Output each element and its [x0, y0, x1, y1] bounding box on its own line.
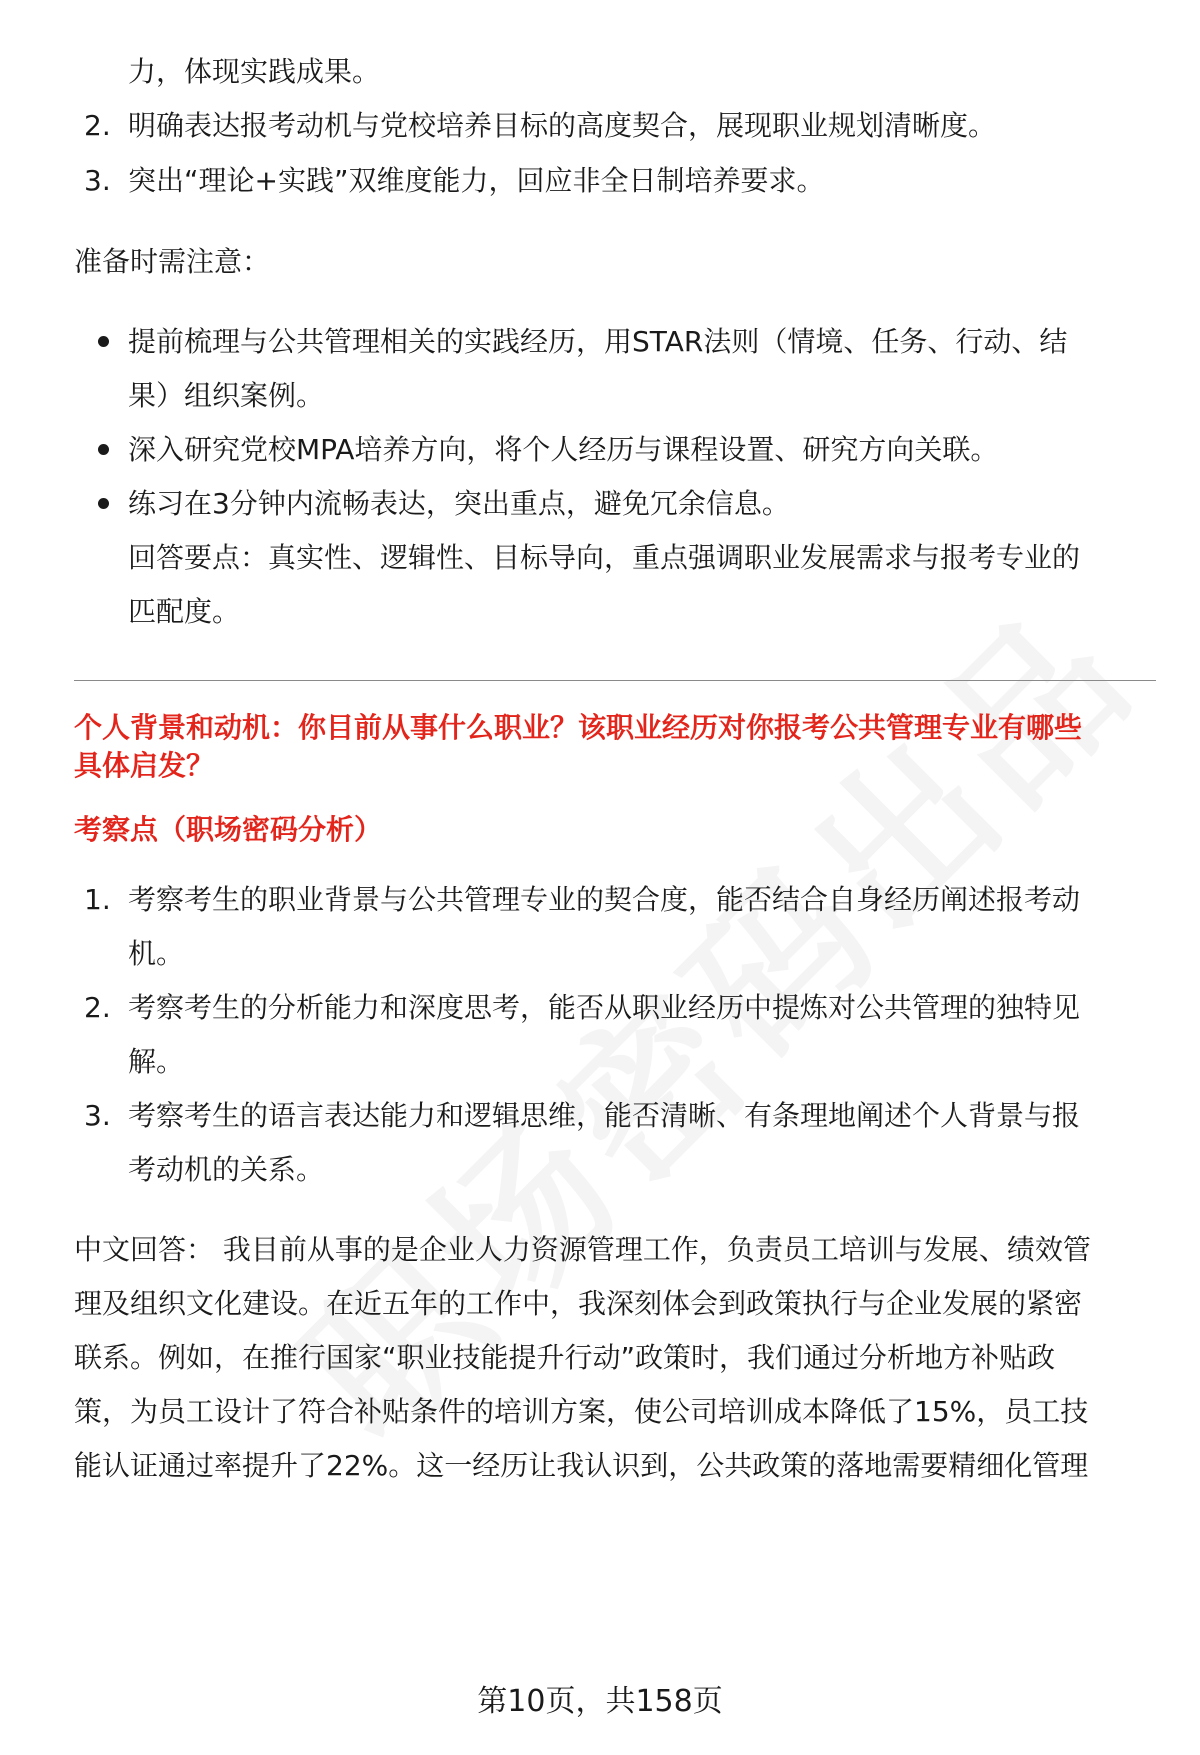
list-number: 3. — [84, 1099, 111, 1132]
list-item-text: 突出“理论+实践”双维度能力，回应非全日制培养要求。 — [128, 164, 825, 197]
continuation-text: 力，体现实践成果。 — [128, 55, 381, 88]
question-title: 个人背景和动机：你目前从事什么职业？该职业经历对你报考公共管理专业有哪些 — [74, 711, 1083, 744]
list-item-text: 明确表达报考动机与党校培养目标的高度契合，展现职业规划清晰度。 — [128, 109, 997, 142]
list-item — [74, 870, 1200, 930]
answer-paragraph-line: 能认证通过率提升了22%。这一经历让我认识到，公共政策的落地需要精细化管理 — [74, 1449, 1089, 1482]
list-item-text-cont: 解。 — [128, 1045, 185, 1078]
section-subheading: 考察点（职场密码分析） — [74, 813, 383, 846]
bullet-item — [74, 312, 1200, 372]
list-item — [74, 96, 1200, 156]
list-item — [74, 978, 1200, 1038]
answer-key-points-cont: 匹配度。 — [128, 595, 241, 628]
bullet-text: 练习在3分钟内流畅表达，突出重点，避免冗余信息。 — [128, 487, 790, 520]
answer-paragraph-line: 理及组织文化建设。在近五年的工作中，我深刻体会到政策执行与企业发展的紧密 — [74, 1287, 1083, 1320]
bullet-icon — [98, 444, 109, 455]
list-item-text: 考察考生的职业背景与公共管理专业的契合度，能否结合自身经历阐述报考动 — [128, 883, 1081, 916]
list-item — [74, 1086, 1200, 1146]
question-title-cont: 具体启发？ — [74, 749, 215, 782]
bullet-item — [74, 420, 1200, 480]
list-number: 3. — [84, 164, 111, 197]
bullet-text: 深入研究党校MPA培养方向，将个人经历与课程设置、研究方向关联。 — [128, 433, 999, 466]
list-item-text: 考察考生的语言表达能力和逻辑思维，能否清晰、有条理地阐述个人背景与报 — [128, 1099, 1081, 1132]
answer-paragraph-line: 联系。例如，在推行国家“职业技能提升行动”政策时，我们通过分析地方补贴政 — [74, 1341, 1056, 1374]
bullet-icon — [98, 498, 109, 509]
answer-key-points: 回答要点：真实性、逻辑性、目标导向，重点强调职业发展需求与报考专业的 — [128, 541, 1081, 574]
list-item — [74, 151, 1200, 211]
bullet-text-cont: 果）组织案例。 — [128, 379, 325, 412]
page-footer: 第10页，共158页 — [477, 1684, 723, 1719]
list-number: 2. — [84, 991, 111, 1024]
list-item-text-cont: 考动机的关系。 — [128, 1153, 325, 1186]
bullet-icon — [98, 336, 109, 347]
bullet-item — [74, 474, 1200, 534]
answer-paragraph-line: 策，为员工设计了符合补贴条件的培训方案，使公司培训成本降低了15%，员工技 — [74, 1395, 1089, 1428]
list-item-text-cont: 机。 — [128, 937, 185, 970]
bullet-text: 提前梳理与公共管理相关的实践经历，用STAR法则（情境、任务、行动、结 — [128, 325, 1068, 358]
answer-paragraph-line: 中文回答： 我目前从事的是企业人力资源管理工作，负责员工培训与发展、绩效管 — [74, 1233, 1091, 1266]
list-number: 1. — [84, 883, 111, 916]
list-item-text: 考察考生的分析能力和深度思考，能否从职业经历中提炼对公共管理的独特见 — [128, 991, 1081, 1024]
section-divider — [74, 680, 1156, 681]
list-number: 2. — [84, 109, 111, 142]
prep-heading: 准备时需注意： — [74, 245, 271, 278]
